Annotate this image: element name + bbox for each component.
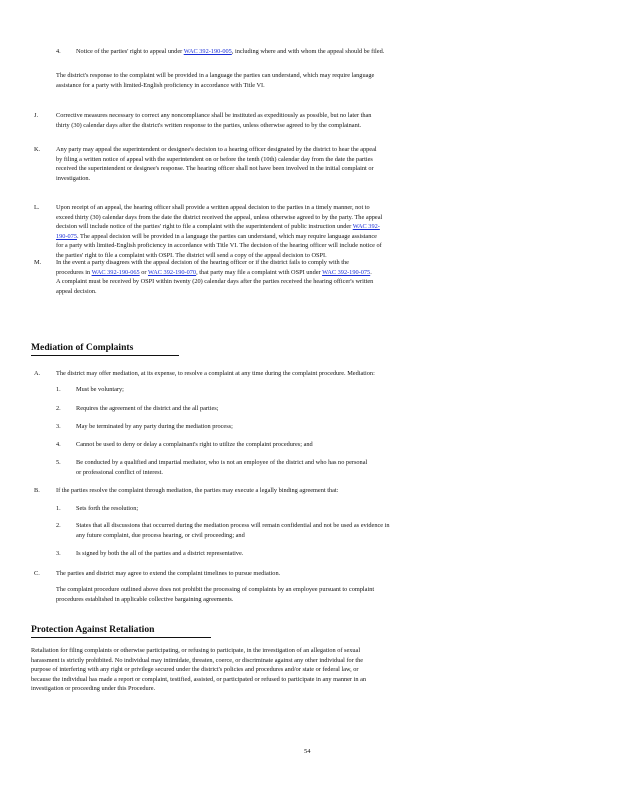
- mediation-a-1-number: 1.: [56, 386, 61, 393]
- mediation-heading: Mediation of Complaints: [31, 342, 134, 353]
- district-response-paragraph: [56, 71, 576, 90]
- item-4-line-1-tail: , including where and with whom the appeal should be filed.: [231, 48, 385, 55]
- item-l-line-4-text: . The appeal decision will be provided in a language the parties can understand, which may require language assistance: [77, 232, 377, 240]
- item-4-text: [76, 47, 576, 57]
- mediation-a-3-line: May be terminated by any party during the mediation process;: [76, 423, 233, 430]
- mediation-b-2-line-1: States that all discussions that occurred during the mediation process will remain confidential and not be used as evidence in: [76, 522, 390, 529]
- collective-bargaining-paragraph: [56, 585, 576, 604]
- item-k-line-3: received the superintendent or designee's response. The hearing officer shall not have been involved in the initial complaint or: [56, 165, 374, 173]
- mediation-a-5-number: 5.: [56, 459, 61, 466]
- retaliation-line-3: purpose of interfering with any right or privilege secured under the district's policies and procedures and/or state or federal law, or: [31, 666, 359, 674]
- item-l-text: [56, 203, 576, 261]
- item-k-line-2: by filing a written notice of appeal with the superintendent on or before the tenth (10th) calendar day from the date the parties: [56, 155, 373, 163]
- item-4-marker: 4.: [56, 48, 61, 55]
- item-k-line-4: investigation.: [56, 174, 91, 182]
- mediation-a-1-line: Must be voluntary;: [76, 386, 124, 393]
- mediation-a-4-number: 4.: [56, 441, 61, 448]
- item-j-text: [56, 111, 576, 130]
- mediation-b-1-line: Sets forth the resolution;: [76, 505, 139, 512]
- item-4-line-1: [76, 47, 576, 57]
- mediation-b-1-number: 1.: [56, 505, 61, 512]
- item-j-marker: J.: [34, 112, 39, 119]
- mediation-b-3-number: 3.: [56, 550, 61, 557]
- wac-392-190-005-link[interactable]: WAC 392-190-005: [183, 48, 232, 55]
- item-l-line-3-text: decision will include notice of the parties' right to file a complaint with the superintendent of public instruction under: [56, 223, 352, 231]
- item-m-line-2-mid: , that party may file a complaint with OSPI under: [196, 268, 321, 276]
- retaliation-line-5: investigation or proceeding under this Procedure.: [31, 685, 156, 693]
- mediation-b-3-line: Is signed by both the all of the parties and a district representative.: [76, 550, 244, 557]
- mediation-a-3-text: [76, 422, 233, 432]
- retaliation-line-1: Retaliation for filing complaints or otherwise participating, or refusing to participate, in the investigation of an allegation of sexual: [31, 647, 361, 654]
- retaliation-line-4: because the individual has made a report or complaint, testified, assisted, or participated or refused to participate in any manner in an: [31, 675, 367, 683]
- collective-bargaining-line-1: The complaint procedure outlined above does not prohibit the processing of complaints by an employee pursuant to complaint: [56, 586, 375, 593]
- mediation-b-2-text: [76, 521, 390, 540]
- mediation-b-3-text: [76, 549, 243, 559]
- mediation-a-4-text: [76, 440, 313, 450]
- wac-392-190-075-link-part-2[interactable]: 190-075: [56, 232, 77, 240]
- item-k-line-1: Any party may appeal the superintendent or designee's decision to a hearing officer designated by the district to hear the appeal: [56, 146, 377, 153]
- item-l-line-2: exceed thirty (30) calendar days from the date the district received the appeal, unless otherwise agreed to by the party. The appeal: [56, 213, 383, 221]
- retaliation-heading-underline: [31, 637, 211, 638]
- wac-392-190-075-link[interactable]: WAC 392-190-075: [322, 268, 371, 276]
- collective-bargaining-line-2: procedures established in applicable collective bargaining agreements.: [56, 595, 234, 603]
- district-response-line-2: assistance for a party with limited-English proficiency in accordance with Title VI.: [56, 81, 265, 89]
- item-m-line-2-tail: .: [370, 268, 372, 276]
- item-m-line-4: appeal decision.: [56, 287, 97, 295]
- item-m-line-2-or: or: [141, 268, 147, 276]
- mediation-b-2-number: 2.: [56, 522, 61, 529]
- item-l-line-5: for a party with limited-English proficiency in accordance with Title VI. The decision of the hearing officer will include notice of: [56, 242, 382, 250]
- mediation-a-line: The district may offer mediation, at its expense, to resolve a complaint at any time during the complaint procedure. Mediation:: [56, 370, 375, 377]
- item-k-marker: K.: [34, 146, 41, 153]
- item-4-line-1-text: Notice of the parties' right to appeal under: [76, 48, 183, 55]
- wac-392-190-075-link-part-1[interactable]: WAC 392-: [352, 223, 380, 231]
- mediation-c-text: [56, 569, 576, 579]
- mediation-b-text: [56, 486, 576, 496]
- mediation-b-1-text: [76, 504, 138, 514]
- wac-392-190-065-link[interactable]: WAC 392-190-065: [91, 268, 140, 276]
- mediation-a-2-number: 2.: [56, 405, 61, 412]
- item-l-line-4: [56, 232, 576, 242]
- mediation-b-marker: B.: [34, 487, 40, 494]
- item-m-line-1: In the event a party disagrees with the appeal decision of the hearing officer or if the district fails to comply with the: [56, 259, 349, 266]
- mediation-heading-underline: [31, 355, 179, 356]
- item-l-marker: L.: [34, 204, 40, 211]
- district-response-line-1: The district's response to the complaint will be provided in a language the parties can understand, which may require language: [56, 72, 375, 79]
- item-m-marker: M.: [34, 259, 42, 266]
- item-m-line-2-text: procedures in: [56, 268, 91, 276]
- mediation-a-4-line: Cannot be used to deny or delay a complainant's right to utilize the complaint procedures; and: [76, 441, 313, 448]
- item-k-text: [56, 145, 576, 183]
- page-number: 54: [304, 748, 311, 755]
- wac-392-190-070-link[interactable]: WAC 392-190-070: [147, 268, 197, 276]
- mediation-b-2-line-2: any future complaint, due process hearing, or civil proceeding; and: [76, 531, 245, 539]
- item-j-line-1: Corrective measures necessary to correct any noncompliance shall be instituted as expeditiously as possible, but no later than: [56, 112, 372, 119]
- item-m-text: [56, 258, 576, 296]
- mediation-a-2-text: [76, 404, 219, 414]
- mediation-a-5-line-2: or professional conflict of interest.: [76, 468, 163, 476]
- retaliation-heading: Protection Against Retaliation: [31, 624, 155, 635]
- mediation-a-1-text: [76, 385, 124, 395]
- mediation-a-text: [56, 369, 576, 379]
- mediation-a-3-number: 3.: [56, 423, 61, 430]
- retaliation-paragraph: [31, 646, 576, 694]
- mediation-a-5-line-1: Be conducted by a qualified and impartial mediator, who is not an employee of the district and who has no personal: [76, 459, 368, 466]
- item-l-line-1: Upon receipt of an appeal, the hearing officer shall provide a written appeal decision to the parties in a timely manner, not to: [56, 204, 370, 211]
- item-m-line-3: A complaint must be received by OSPI within twenty (20) calendar days after the parties received the hearing officer's written: [56, 278, 374, 286]
- item-l-line-6: the parties' right to file a complaint with OSPI. The district will send a copy of the appeal decision to OSPI.: [56, 251, 327, 259]
- item-j-line-2: thirty (30) calendar days after the district's written response to the parties, unless otherwise agreed to by the complainant.: [56, 121, 362, 129]
- mediation-a-2-line: Requires the agreement of the district and the all parties;: [76, 405, 219, 412]
- mediation-a-marker: A.: [34, 370, 41, 377]
- mediation-c-marker: C.: [34, 570, 40, 577]
- mediation-b-line: If the parties resolve the complaint through mediation, the parties may execute a legally binding agreement that:: [56, 487, 339, 494]
- mediation-c-line-1: The parties and district may agree to extend the complaint timelines to pursue mediation.: [56, 570, 281, 577]
- retaliation-line-2: harassment is strictly prohibited. No individual may intimidate, threaten, coerce, or discriminate against any other individual for the: [31, 656, 364, 664]
- mediation-a-5-text: [76, 458, 367, 477]
- item-m-line-2: [56, 268, 576, 278]
- item-l-line-3: [56, 222, 576, 232]
